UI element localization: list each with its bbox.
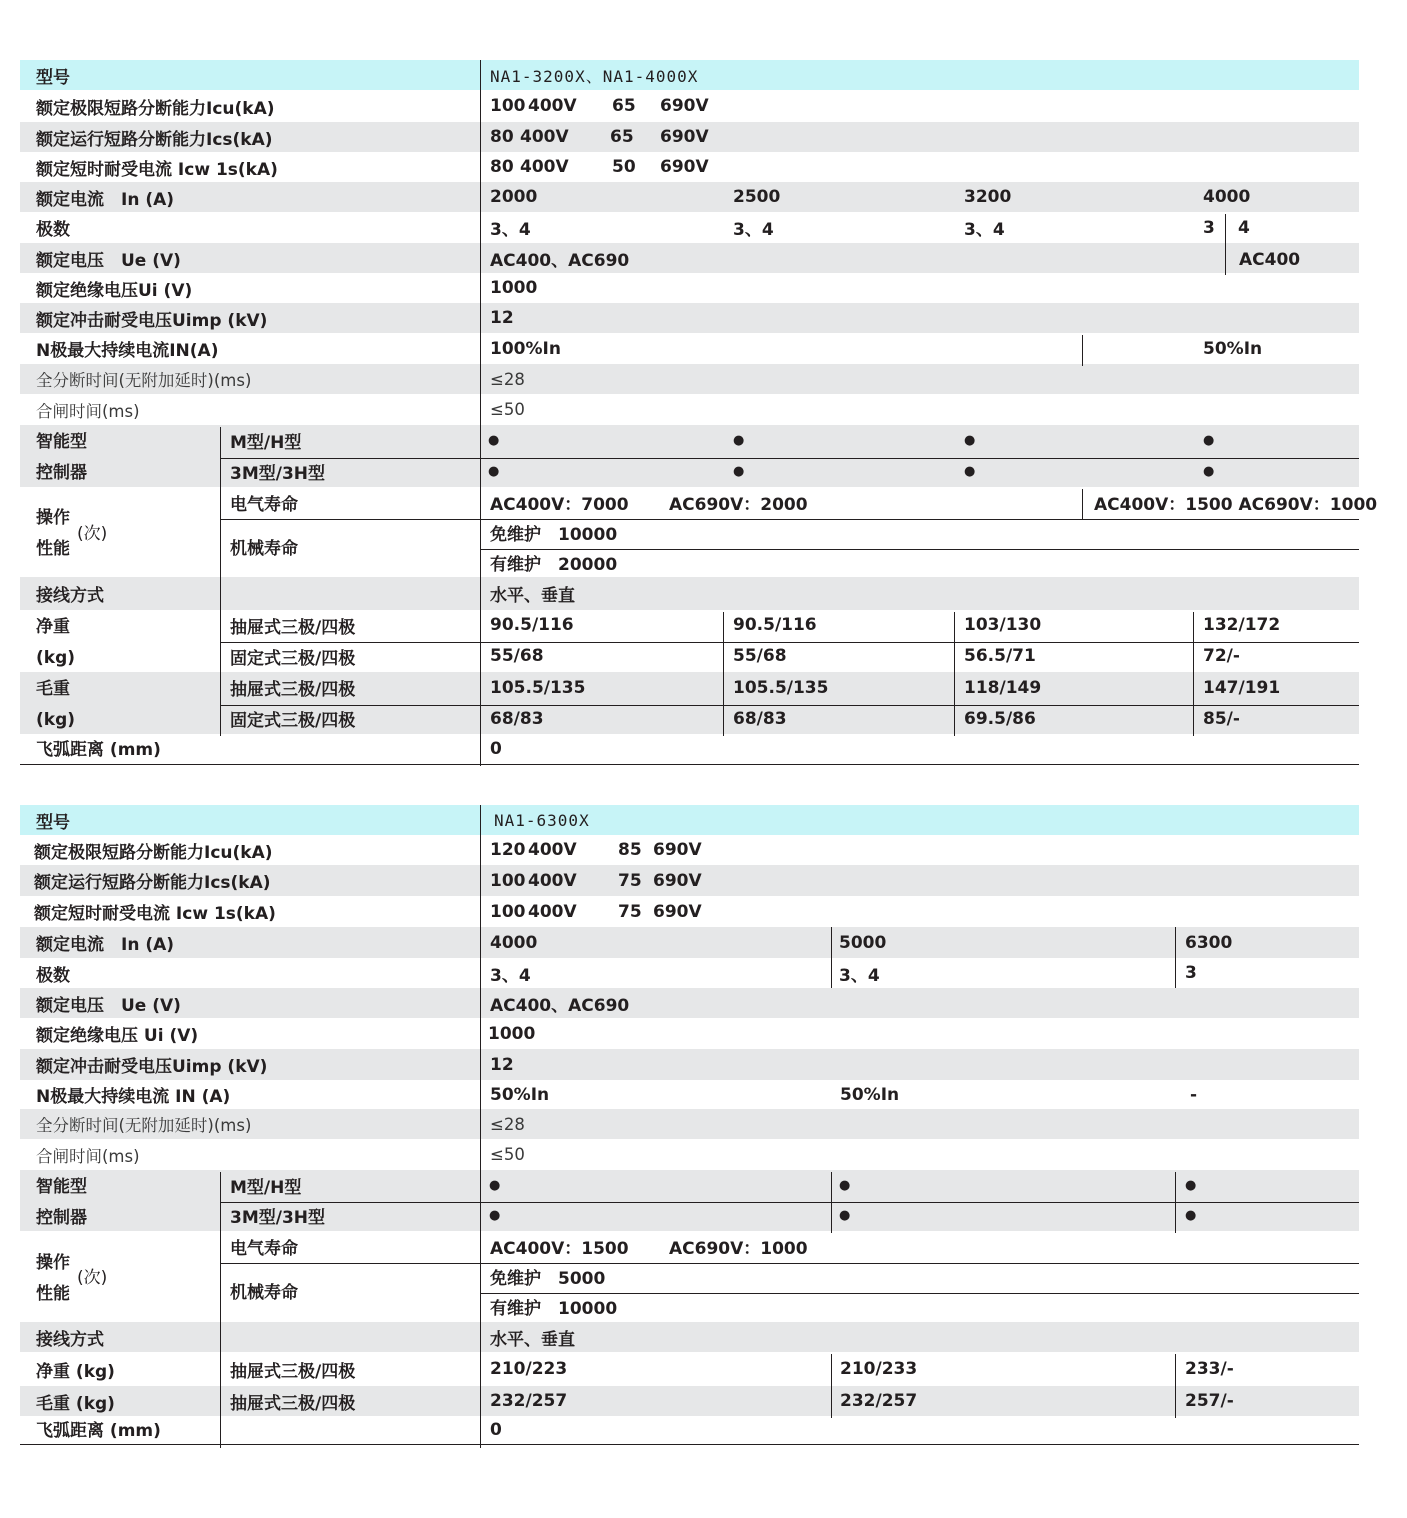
- mech-life-label: [230, 519, 298, 579]
- operation-label-line2: 性能: [36, 539, 70, 559]
- net-draw-value: 103/130: [964, 615, 1042, 635]
- row-divider: [220, 1263, 1359, 1264]
- controller-label-line1: 智能型: [36, 432, 87, 452]
- operation-label-line1: 操作: [36, 508, 70, 528]
- break-time-value: ≤28: [490, 1114, 525, 1134]
- controller-group-label: [36, 427, 87, 489]
- row-close-time: [20, 1139, 1359, 1170]
- gross-label-line1: 毛重: [36, 679, 70, 699]
- gross-draw-value: 232/257: [490, 1391, 568, 1411]
- uimp-value: 12: [490, 1054, 514, 1075]
- supported-dot: ●: [1185, 1208, 1197, 1223]
- ics-value-a: 80: [490, 127, 514, 147]
- spec-table-na1-6300x: [20, 805, 1359, 1445]
- mech-life-label-text: 机械寿命: [230, 538, 298, 559]
- operation-label-line1: 操作: [36, 1252, 70, 1273]
- row-impulse-voltage: [20, 1049, 1359, 1080]
- gross-draw-label: 抽屉式三极/四极: [230, 1393, 356, 1414]
- supported-dot: ●: [488, 433, 500, 448]
- operation-unit: [77, 1233, 107, 1324]
- row-divider: [220, 519, 1359, 520]
- operation-unit-text: (次): [77, 523, 108, 544]
- in-value: 6300: [1185, 932, 1233, 953]
- elec-life-4000: AC400V：1500 AC690V：1000: [1094, 494, 1378, 515]
- controller-3mh-label: 3M型/3H型: [230, 1208, 326, 1228]
- poles-label: 极数: [36, 220, 70, 240]
- ue-value: AC400、AC690: [490, 250, 630, 271]
- ue-value-4p: AC400: [1239, 250, 1301, 270]
- supported-dot: ●: [489, 1208, 501, 1223]
- icw-voltage-b: 690V: [653, 901, 702, 922]
- gross-fixed-label: 固定式三极/四极: [230, 711, 356, 731]
- in-value: 3200: [964, 187, 1012, 207]
- poles-value: 3: [1185, 963, 1197, 983]
- poles-value: 3、4: [839, 965, 880, 986]
- icu-label: 额定极限短路分断能力Icu(kA): [36, 98, 275, 119]
- ue-label: 额定电压 Ue (V): [36, 250, 181, 271]
- row-insulation-voltage: [20, 1018, 1359, 1049]
- supported-dot: ●: [964, 464, 976, 479]
- ics-voltage-a: 400V: [528, 870, 577, 891]
- row-divider: [220, 642, 1359, 643]
- net-draw-label: 抽屉式三极/四极: [230, 617, 356, 638]
- break-time-label: 全分断时间(无附加延时)(ms): [36, 1116, 252, 1135]
- mech-life-maintenance-free: 免维护 10000: [490, 525, 618, 545]
- icu-value-a: 100: [490, 96, 526, 116]
- icu-value-a: 120: [490, 840, 526, 860]
- elec-life-690v: AC690V：1000: [669, 1238, 808, 1259]
- row-divider: [220, 1202, 1359, 1203]
- column-divider: [1193, 612, 1194, 736]
- column-divider: [831, 927, 832, 988]
- model-value: NA1-3200X、NA1-4000X: [490, 66, 699, 86]
- poles-label: 极数: [36, 965, 70, 986]
- net-fixed-value: 55/68: [733, 646, 787, 666]
- supported-dot: ●: [964, 433, 976, 448]
- in-label: 额定电流 In (A): [36, 935, 175, 955]
- ics-label: 额定运行短路分断能力Ics(kA): [36, 129, 273, 150]
- icw-label: 额定短时耐受电流 Icw 1s(kA): [34, 904, 276, 924]
- model-value: NA1-6300X: [494, 810, 590, 830]
- net-fixed-label: 固定式三极/四极: [230, 648, 356, 669]
- row-icw: [20, 896, 1359, 927]
- supported-dot: ●: [839, 1208, 851, 1223]
- gross-draw-value: 118/149: [964, 677, 1042, 698]
- controller-label-line2: 控制器: [36, 463, 87, 483]
- column-divider: [1175, 1354, 1176, 1418]
- gross-label-line2: (kg): [36, 710, 76, 730]
- net-draw-label: 抽屉式三极/四极: [230, 1361, 356, 1382]
- ui-value: 1000: [488, 1023, 536, 1044]
- nmax-label: N极最大持续电流 IN (A): [36, 1087, 231, 1107]
- ui-label: 额定绝缘电压Ui (V): [36, 280, 193, 301]
- ui-label: 额定绝缘电压 Ui (V): [36, 1026, 199, 1046]
- poles-value: 3、4: [490, 965, 531, 986]
- in-value: 4000: [1203, 187, 1251, 207]
- net-draw-value: 210/223: [490, 1359, 568, 1379]
- arc-label: 飞弧距离 (mm): [36, 739, 161, 760]
- icu-voltage-a: 400V: [528, 840, 577, 860]
- net-fixed-value: 72/-: [1203, 646, 1240, 666]
- supported-dot: ●: [839, 1177, 851, 1193]
- controller-3mh-label: 3M型/3H型: [230, 464, 326, 484]
- controller-label-line2: 控制器: [36, 1207, 87, 1228]
- icu-value-b: 85: [618, 840, 642, 860]
- row-divider: [220, 458, 1359, 459]
- row-ics: [20, 865, 1359, 896]
- nmax-value: 100%In: [490, 338, 561, 359]
- icw-voltage-a: 400V: [520, 157, 569, 177]
- in-value: 2500: [733, 187, 781, 207]
- icu-voltage-b: 690V: [653, 840, 702, 860]
- row-insulation-voltage: [20, 273, 1359, 303]
- net-draw-value: 233/-: [1185, 1359, 1234, 1379]
- net-draw-value: 90.5/116: [733, 615, 817, 635]
- row-divider: [480, 1293, 1359, 1294]
- icw-value-b: 75: [618, 901, 642, 922]
- row-ics: [20, 122, 1359, 152]
- ue-value: AC400、AC690: [490, 995, 630, 1016]
- nmax-label: N极最大持续电流IN(A): [36, 341, 219, 361]
- row-rated-current: [20, 927, 1359, 958]
- icu-value-b: 65: [612, 96, 636, 116]
- row-divider: [480, 549, 1359, 550]
- row-rated-voltage: [20, 988, 1359, 1018]
- row-poles: [20, 958, 1359, 988]
- poles-value: 3、4: [733, 220, 774, 240]
- row-arc-distance: [20, 734, 1359, 765]
- controller-group-label: [36, 1172, 87, 1233]
- arc-value: 0: [490, 739, 502, 759]
- supported-dot: ●: [1203, 464, 1215, 479]
- row-icu: [20, 835, 1359, 865]
- gross-fixed-value: 69.5/86: [964, 708, 1036, 729]
- row-close-time: [20, 394, 1359, 425]
- supported-dot: ●: [1203, 433, 1215, 448]
- icu-voltage-b: 690V: [660, 96, 709, 116]
- ics-value-b: 65: [610, 127, 634, 147]
- row-poles: [20, 212, 1359, 243]
- row-icw: [20, 152, 1359, 182]
- net-label-line1: 净重: [36, 617, 70, 637]
- in-value: 4000: [490, 932, 538, 953]
- mech-life-with-maintenance: 有维护 20000: [490, 555, 618, 575]
- elec-life-label: 电气寿命: [230, 1238, 298, 1259]
- column-divider: [1082, 335, 1083, 366]
- icw-value-a: 80: [490, 157, 514, 177]
- spec-table-na1-3200x-4000x: [20, 60, 1378, 765]
- net-fixed-value: 55/68: [490, 646, 544, 666]
- ics-voltage-b: 690V: [660, 127, 709, 147]
- column-divider: [1225, 214, 1226, 275]
- ics-voltage-b: 690V: [653, 870, 702, 891]
- close-time-label: 合闸时间(ms): [36, 1146, 140, 1166]
- arc-value: 0: [490, 1420, 502, 1440]
- wiring-label: 接线方式: [36, 1329, 104, 1350]
- nmax-value-4000: 50%In: [1203, 338, 1263, 359]
- nmax-value: -: [1190, 1084, 1198, 1105]
- gross-draw-value: 105.5/135: [733, 677, 829, 698]
- in-value: 5000: [839, 932, 887, 953]
- icw-label: 额定短时耐受电流 Icw 1s(kA): [36, 159, 278, 180]
- controller-label-line1: 智能型: [36, 1176, 87, 1197]
- icw-voltage-a: 400V: [528, 901, 577, 922]
- net-draw-value: 90.5/116: [490, 615, 574, 635]
- break-time-label: 全分断时间(无附加延时)(ms): [36, 371, 252, 390]
- gross-weight-group-label: [36, 674, 75, 736]
- column-divider: [480, 805, 481, 1448]
- elec-life-690v: AC690V：2000: [669, 494, 808, 515]
- supported-dot: ●: [1185, 1177, 1197, 1193]
- in-value: 2000: [490, 187, 538, 207]
- nmax-value: 50%In: [840, 1084, 900, 1105]
- column-divider: [1175, 927, 1176, 988]
- gross-draw-value: 105.5/135: [490, 677, 586, 698]
- row-rated-voltage: [20, 243, 1359, 273]
- icw-voltage-b: 690V: [660, 157, 709, 177]
- column-divider: [954, 612, 955, 736]
- ue-label: 额定电压 Ue (V): [36, 995, 181, 1016]
- mech-life-label: [230, 1263, 298, 1324]
- arc-label: 飞弧距离 (mm): [36, 1420, 161, 1441]
- supported-dot: ●: [489, 1177, 501, 1193]
- operation-unit: [77, 489, 107, 579]
- row-model: [20, 805, 1359, 835]
- operation-unit-text: (次): [77, 1268, 108, 1288]
- column-divider: [1082, 489, 1083, 519]
- row-model: [20, 60, 1359, 90]
- net-fixed-value: 56.5/71: [964, 646, 1036, 666]
- operation-group-label: [36, 1233, 70, 1324]
- net-weight-label: 净重 (kg): [36, 1361, 115, 1382]
- model-label: 型号: [36, 812, 70, 833]
- uimp-label: 额定冲击耐受电压Uimp (kV): [36, 310, 268, 331]
- mech-life-label-text: 机械寿命: [230, 1283, 298, 1303]
- model-label: 型号: [36, 67, 70, 88]
- gross-weight-label: 毛重 (kg): [36, 1393, 115, 1414]
- net-draw-value: 132/172: [1203, 615, 1281, 635]
- icw-value-b: 50: [612, 157, 636, 177]
- gross-draw-value: 257/-: [1185, 1391, 1234, 1411]
- row-icu: [20, 90, 1359, 122]
- gross-fixed-value: 68/83: [733, 708, 787, 729]
- in-label: 额定电流 In (A): [36, 189, 175, 210]
- row-n-pole-current: [20, 1080, 1359, 1109]
- supported-dot: ●: [733, 464, 745, 479]
- wiring-value: 水平、垂直: [490, 1329, 575, 1350]
- ics-value-b: 75: [618, 870, 642, 891]
- row-rated-current: [20, 182, 1359, 212]
- column-divider: [220, 1172, 221, 1448]
- row-break-time: [20, 364, 1359, 394]
- uimp-value: 12: [490, 308, 514, 328]
- controller-mh-label: M型/H型: [230, 1177, 302, 1198]
- row-n-pole-current: [20, 333, 1359, 364]
- row-break-time: [20, 1109, 1359, 1139]
- ics-label: 额定运行短路分断能力Ics(kA): [34, 873, 271, 893]
- close-time-label: 合闸时间(ms): [36, 401, 140, 421]
- column-divider: [480, 60, 481, 766]
- poles-value: 4: [1238, 217, 1250, 238]
- net-draw-value: 210/233: [840, 1359, 918, 1379]
- uimp-label: 额定冲击耐受电压Uimp (kV): [36, 1057, 268, 1077]
- operation-group-label: [36, 489, 70, 579]
- ui-value: 1000: [490, 278, 538, 298]
- supported-dot: ●: [733, 433, 745, 448]
- wiring-value: 水平、垂直: [490, 586, 575, 606]
- column-divider: [220, 427, 221, 736]
- poles-value: 3、4: [490, 220, 531, 240]
- supported-dot: ●: [488, 464, 500, 479]
- elec-life-400v: AC400V：7000: [490, 494, 629, 515]
- column-divider: [831, 1354, 832, 1418]
- break-time-value: ≤28: [490, 369, 525, 389]
- poles-value: 3、4: [964, 220, 1005, 240]
- row-divider: [220, 705, 1359, 706]
- gross-draw-label: 抽屉式三极/四极: [230, 680, 356, 700]
- row-impulse-voltage: [20, 303, 1359, 333]
- icw-value-a: 100: [490, 901, 526, 922]
- close-time-value: ≤50: [490, 400, 525, 419]
- mech-life-with-maintenance: 有维护 10000: [490, 1299, 618, 1319]
- net-weight-group-label: [36, 612, 75, 674]
- icu-label: 额定极限短路分断能力Icu(kA): [34, 842, 273, 863]
- elec-life-label: 电气寿命: [230, 494, 298, 515]
- wiring-label: 接线方式: [36, 586, 104, 606]
- column-divider: [723, 612, 724, 736]
- operation-label-line2: 性能: [36, 1283, 70, 1304]
- gross-fixed-value: 85/-: [1203, 708, 1240, 729]
- elec-life-400v: AC400V：1500: [490, 1238, 629, 1259]
- mech-life-maintenance-free: 免维护 5000: [490, 1268, 606, 1289]
- poles-value: 3: [1203, 217, 1215, 238]
- gross-fixed-value: 68/83: [490, 708, 544, 729]
- close-time-value: ≤50: [490, 1145, 525, 1164]
- gross-draw-value: 147/191: [1203, 677, 1281, 698]
- controller-mh-label: M型/H型: [230, 433, 302, 453]
- net-label-line2: (kg): [36, 648, 76, 668]
- icu-voltage-a: 400V: [528, 96, 577, 116]
- ics-value-a: 100: [490, 870, 526, 891]
- ics-voltage-a: 400V: [520, 127, 569, 147]
- gross-draw-value: 232/257: [840, 1391, 918, 1411]
- nmax-value: 50%In: [490, 1084, 550, 1105]
